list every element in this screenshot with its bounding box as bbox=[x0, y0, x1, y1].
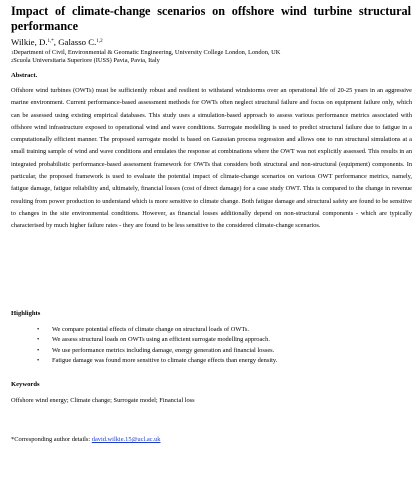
highlight-item bbox=[11, 325, 411, 335]
affiliation bbox=[11, 49, 411, 57]
paper-title: Impact of climate-change scenarios on offshore wind turbine structural performance bbox=[11, 4, 411, 33]
corresponding-author bbox=[11, 436, 411, 444]
bullet-icon: • bbox=[37, 336, 40, 344]
highlight-item bbox=[11, 335, 411, 345]
author-name: Wilkie, D. bbox=[11, 37, 48, 47]
corresponding-author-label: *Corresponding author details: bbox=[11, 436, 92, 443]
highlight-text: Fatigue damage was found more sensitive to climate change effects than energy density. bbox=[52, 357, 278, 365]
highlight-text: We assess structural loads on OWTs using an efficient surrogate modelling approach. bbox=[52, 336, 270, 344]
affiliation-text: Scuola Universitaria Superiore (IUSS) Pavia, Pavia, Italy bbox=[13, 57, 160, 64]
author-line bbox=[11, 37, 103, 48]
keywords-heading: Keywords bbox=[11, 381, 40, 388]
keywords-text: Offshore wind energy; Climate change; Surrogate model; Financial loss bbox=[11, 397, 195, 404]
author-affiliation-marker: 1,* bbox=[47, 39, 54, 44]
author-affiliation-marker: 1,2 bbox=[96, 39, 103, 44]
bullet-icon: • bbox=[37, 326, 40, 333]
bullet-icon: • bbox=[37, 357, 40, 365]
affiliation-number: 1 bbox=[11, 50, 14, 55]
author-separator: , bbox=[53, 37, 59, 47]
email-link[interactable]: david.wilkie.15@ucl.ac.uk bbox=[91, 436, 161, 443]
affiliation-text: Department of Civil, Environmental & Geomatic Engineering, University College London, London, UK bbox=[13, 49, 281, 56]
abstract-body: Offshore wind turbines (OWTs) must be sufficiently robust and resilient to withstand windstorms over an operational life of 20-25 years in an aggressive marine environment. Current performance-based assessment methods for OWTs often neglect structural failure and focus on equipment failure only, which can be assessed using existing empirical databases. This study uses a simulation-based approach to assess various performance metrics associated with offshore wind infrastructure exposed to operational wind and wave conditions. Surrogate modelling is used to predict structural failure due to fatigue in a computationally efficient manner. The proposed surrogate model is based on Gaussian process regression and allows one to run structural simulations at a small training sample of wind and wave conditions and emulates the response at combinations where the OWT was not explicitly assessed. This results in an integrated probabilistic performance-based assessment framework for OWTs that considers both structural and non-structural (equipment) components. In particular, the proposed framework is used to evaluate the potential impact of climate-change scenarios on various OWT performance metrics, namely, fatigue damage, fatigue reliability and, ultimately, financial losses (cost of direct damage) for a case study OWT. This is compared to the change in revenue resulting from power production to understand which is more sensitive to climate change. Both fatigue damage and structural safety are found to be sensitive to changes in the site environmental conditions. However, as financial losses additionally depend on non-structural components - which are typically characterised by much higher failure rates - they are found to be less sensitive to the considered climate-change scenarios. bbox=[11, 87, 412, 230]
highlight-item bbox=[11, 346, 411, 356]
affiliation bbox=[11, 57, 411, 65]
highlights-heading: Highlights bbox=[11, 310, 41, 317]
highlights-list bbox=[11, 325, 411, 367]
author-name: Galasso C. bbox=[58, 37, 97, 47]
highlight-text: We compare potential effects of climate change on structural loads of OWTs. bbox=[52, 326, 249, 333]
bullet-icon: • bbox=[37, 346, 40, 354]
highlight-item bbox=[11, 356, 411, 366]
abstract-heading: Abstract. bbox=[11, 72, 38, 79]
highlight-text: We use performance metrics including damage, energy generation and financial losses. bbox=[52, 346, 275, 354]
affiliation-number: 2 bbox=[11, 58, 14, 63]
